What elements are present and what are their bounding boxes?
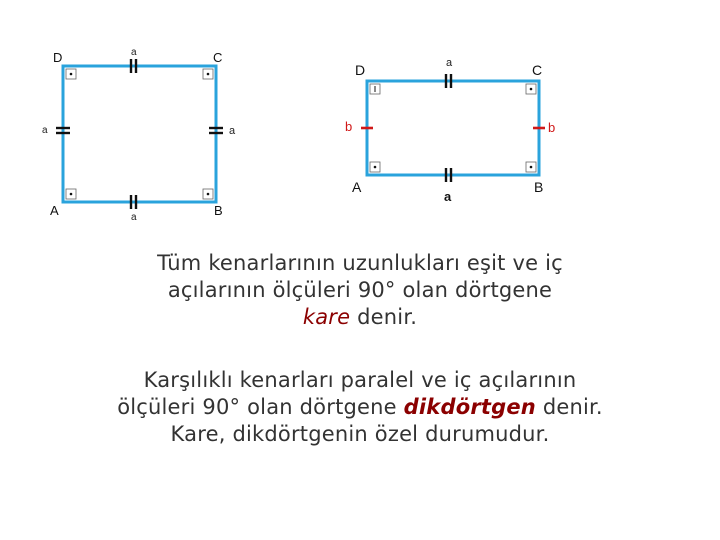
square-definition-line-3-rest: denir. <box>350 305 418 329</box>
angle-dot <box>374 166 377 169</box>
angle-dot <box>70 73 73 76</box>
term-dikdortgen: dikdörtgen <box>403 395 536 419</box>
square-side-label-right: a <box>229 125 236 137</box>
square-outline <box>63 66 216 202</box>
rectangle-vertex-b: B <box>534 179 544 195</box>
rectangle-definition-line-1: Karşılıklı kenarları paralel ve iç açılarının <box>143 368 577 392</box>
figure-area <box>0 0 720 230</box>
rectangle-definition <box>60 367 660 448</box>
rectangle-definition-line-2-after: denir. <box>535 395 603 419</box>
rectangle-definition-line-2 <box>60 394 660 421</box>
square-vertex-b: B <box>214 203 223 218</box>
square-side-label-bottom: a <box>131 212 137 223</box>
square-definition-line-1: Tüm kenarlarının uzunlukları eşit ve iç <box>157 251 563 275</box>
angle-dot <box>530 166 533 169</box>
term-kare: kare <box>302 305 351 329</box>
rectangle-side-label-left: b <box>345 119 353 134</box>
square-side-label-left: a <box>42 125 48 136</box>
rectangle-vertex-c: C <box>532 62 543 78</box>
square-vertex-a: A <box>50 203 59 218</box>
square-definition-line-3 <box>60 304 660 331</box>
rectangle-vertex-d: D <box>355 62 366 78</box>
square-side-label-top: a <box>131 47 137 58</box>
square-figure <box>42 47 236 223</box>
rectangle-outline <box>367 81 539 175</box>
square-tick-marks <box>56 59 223 209</box>
square-vertex-d: D <box>53 50 63 65</box>
rectangle-definition-line-3: Kare, dikdörtgenin özel durumudur. <box>170 422 550 446</box>
angle-dot <box>70 193 73 196</box>
angle-dot <box>207 73 210 76</box>
rectangle-side-label-top: a <box>446 57 453 69</box>
rectangle-tick-marks <box>446 74 451 182</box>
rectangle-vertex-a: A <box>352 179 362 195</box>
square-definition <box>60 250 660 331</box>
rectangle-figure <box>345 57 555 204</box>
square-vertex-c: C <box>213 50 223 65</box>
angle-dot <box>530 88 533 91</box>
square-definition-line-2: açılarının ölçüleri 90° olan dörtgene <box>167 278 553 302</box>
rectangle-side-label-bottom: a <box>444 189 452 204</box>
angle-dot <box>207 193 210 196</box>
figures-svg <box>0 0 720 230</box>
rectangle-definition-line-2-before: ölçüleri 90° olan dörtgene <box>117 395 404 419</box>
rectangle-side-label-right: b <box>548 120 556 135</box>
